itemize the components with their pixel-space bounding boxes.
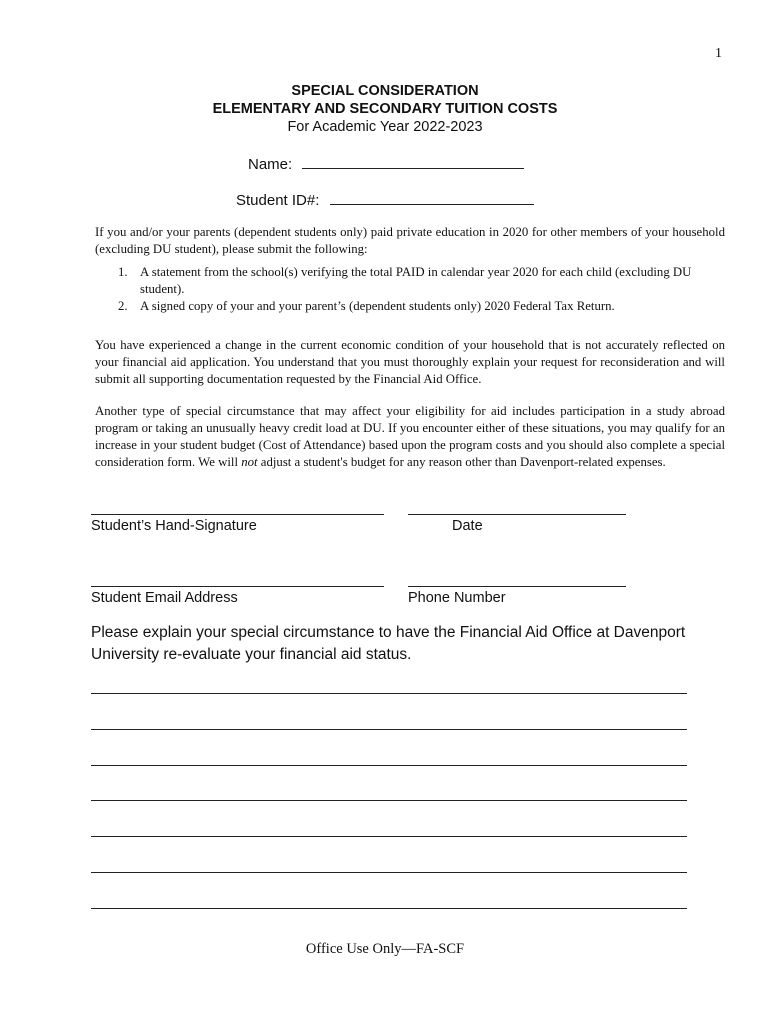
- name-blank[interactable]: [302, 154, 524, 169]
- list-item: [118, 298, 723, 315]
- name-field: [248, 154, 524, 173]
- list-item-text: A signed copy of your and your parent’s (dependent students only) 2020 Federal Tax Return.: [140, 299, 615, 313]
- list-item: [118, 264, 723, 298]
- office-use-footer: Office Use Only—FA-SCF: [305, 941, 465, 957]
- student-id-label: Student ID#:: [236, 192, 320, 209]
- form-title-line1: SPECIAL CONSIDERATION: [291, 83, 479, 99]
- form-title-line2: ELEMENTARY AND SECONDARY TUITION COSTS: [212, 101, 558, 117]
- email-line[interactable]: [91, 586, 384, 587]
- email-label: Student Email Address: [91, 590, 238, 606]
- explanation-line[interactable]: [91, 836, 687, 837]
- explain-prompt: Please explain your special circumstance to have the Financial Aid Office at Davenport University re-evaluate your financial aid status.: [91, 624, 686, 663]
- date-line[interactable]: [408, 514, 626, 515]
- required-documents-list: [118, 264, 723, 315]
- student-signature-label: Student’s Hand-Signature: [91, 518, 257, 534]
- list-item-text: A statement from the school(s) verifying the total PAID in calendar year 2020 for each child (excluding DU student).: [140, 265, 692, 296]
- explanation-line[interactable]: [91, 872, 687, 873]
- emphasis-not: not: [241, 455, 258, 469]
- special-circumstance-text: Another type of special circumstance that may affect your eligibility for aid includes participation in a study abroad program or taking an unusually heavy credit load at DU. If you encounter either of these situations, you may qualify for an increase in your student budget (Cost of Attendance) based upon the program costs and you should also complete a special consideration form. We will: [95, 404, 725, 469]
- economic-change-paragraph: You have experienced a change in the current economic condition of your household that is not accurately reflected on your financial aid application. You understand that you must thoroughly explain your request for reconsideration and will submit all supporting documentation requested by the Financial Aid Office.: [95, 338, 725, 386]
- special-circumstance-text-end: adjust a student's budget for any reason other than Davenport-related expenses.: [257, 455, 666, 469]
- form-header: [0, 82, 770, 136]
- date-label: Date: [452, 518, 483, 534]
- phone-label: Phone Number: [408, 590, 506, 606]
- student-signature-line[interactable]: [91, 514, 384, 515]
- phone-line[interactable]: [408, 586, 626, 587]
- list-item-number: 2.: [118, 299, 128, 313]
- explanation-line[interactable]: [91, 765, 687, 766]
- explanation-line[interactable]: [91, 908, 687, 909]
- special-circumstance-paragraph: [95, 403, 725, 471]
- name-label: Name:: [248, 156, 293, 173]
- academic-year-subtitle: For Academic Year 2022-2023: [287, 119, 483, 135]
- explanation-line[interactable]: [91, 800, 687, 801]
- intro-paragraph: If you and/or your parents (dependent students only) paid private education in 2020 for other members of your household (excluding DU student), please submit the following:: [95, 225, 725, 256]
- explanation-line[interactable]: [91, 693, 687, 694]
- student-id-field: [236, 190, 534, 209]
- student-id-blank[interactable]: [330, 190, 534, 205]
- list-item-number: 1.: [118, 265, 128, 279]
- explanation-line[interactable]: [91, 729, 687, 730]
- page-number: 1: [715, 46, 722, 61]
